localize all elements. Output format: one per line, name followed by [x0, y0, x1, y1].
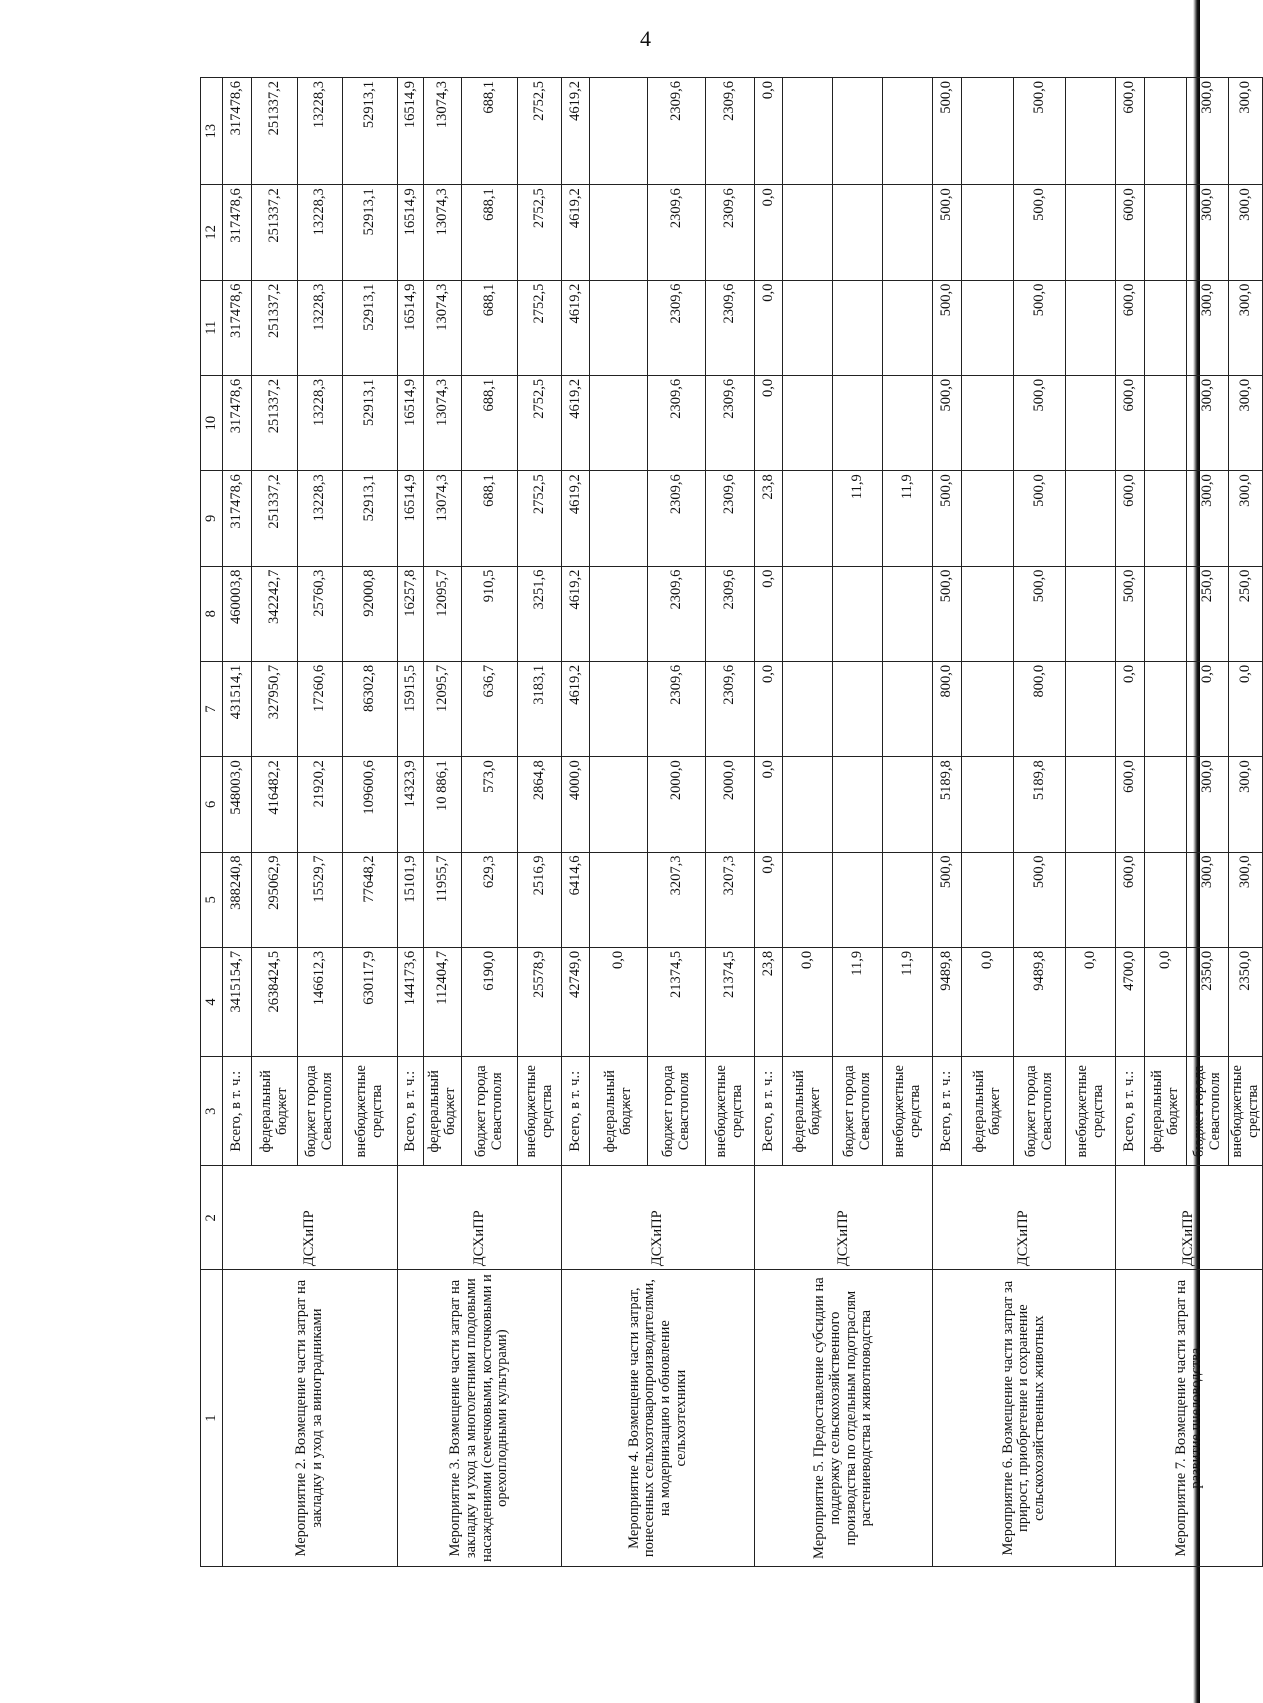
- value-cell: [590, 471, 648, 566]
- value-cell: 2000,0: [706, 757, 755, 852]
- value-cell: [783, 757, 833, 852]
- value-cell: [590, 566, 648, 661]
- value-cell: 4000,0: [562, 757, 590, 852]
- value-cell: 2309,6: [648, 661, 706, 756]
- value-cell: 4619,2: [562, 375, 590, 470]
- value-cell: 0,0: [755, 661, 783, 756]
- value-cell: 144173,6: [398, 947, 424, 1056]
- executor: ДСХиПР: [755, 1166, 933, 1270]
- value-cell: 317478,6: [223, 185, 252, 280]
- value-cell: [883, 566, 933, 661]
- value-cell: [783, 566, 833, 661]
- value-cell: [833, 757, 883, 852]
- value-cell: 2000,0: [648, 757, 706, 852]
- column-number: 9: [201, 471, 223, 566]
- value-cell: 9489,8: [933, 947, 962, 1056]
- value-cell: [1145, 280, 1187, 375]
- value-cell: 500,0: [933, 375, 962, 470]
- value-cell: [883, 852, 933, 947]
- value-cell: [1145, 471, 1187, 566]
- column-number: 10: [201, 375, 223, 470]
- header-row: [201, 78, 223, 1567]
- value-cell: 500,0: [1014, 78, 1066, 185]
- value-cell: 0,0: [1187, 661, 1229, 756]
- value-cell: 416482,2: [252, 757, 298, 852]
- value-cell: [1066, 566, 1116, 661]
- value-cell: 4619,2: [562, 280, 590, 375]
- value-cell: 251337,2: [252, 280, 298, 375]
- activity-name: Мероприятие 2. Возмещение части затрат на закладку и уход за виноградниками: [223, 1270, 398, 1567]
- funding-source: Всего, в т. ч.:: [562, 1057, 590, 1166]
- value-cell: [783, 852, 833, 947]
- value-cell: 500,0: [933, 185, 962, 280]
- value-cell: 300,0: [1187, 375, 1229, 470]
- column-number: 1: [201, 1270, 223, 1567]
- value-cell: 342242,7: [252, 566, 298, 661]
- value-cell: 15915,5: [398, 661, 424, 756]
- value-cell: 13074,3: [424, 471, 462, 566]
- value-cell: 112404,7: [424, 947, 462, 1056]
- value-cell: [962, 185, 1014, 280]
- value-cell: 600,0: [1116, 280, 1145, 375]
- value-cell: 548003,0: [223, 757, 252, 852]
- value-cell: [590, 78, 648, 185]
- value-cell: 0,0: [755, 566, 783, 661]
- funding-source: Всего, в т. ч.:: [933, 1057, 962, 1166]
- value-cell: [883, 661, 933, 756]
- value-cell: 688,1: [462, 78, 518, 185]
- value-cell: 21374,5: [648, 947, 706, 1056]
- value-cell: 431514,1: [223, 661, 252, 756]
- value-cell: 11,9: [833, 947, 883, 1056]
- value-cell: [590, 852, 648, 947]
- value-cell: 2752,5: [518, 185, 562, 280]
- value-cell: 800,0: [1014, 661, 1066, 756]
- value-cell: 300,0: [1187, 471, 1229, 566]
- value-cell: 573,0: [462, 757, 518, 852]
- value-cell: 16514,9: [398, 280, 424, 375]
- value-cell: 600,0: [1116, 471, 1145, 566]
- value-cell: 388240,8: [223, 852, 252, 947]
- value-cell: [962, 661, 1014, 756]
- activity-name: Мероприятие 3. Возмещение части затрат на закладку и уход за многолетними плодовыми насаждениями (семечковыми, косточковыми и орехоплодными культурами): [398, 1270, 562, 1567]
- value-cell: [833, 852, 883, 947]
- value-cell: 2309,6: [648, 280, 706, 375]
- value-cell: 0,0: [783, 947, 833, 1056]
- value-cell: 600,0: [1116, 852, 1145, 947]
- value-cell: [590, 661, 648, 756]
- value-cell: 500,0: [1014, 471, 1066, 566]
- value-cell: 327950,7: [252, 661, 298, 756]
- executor: ДСХиПР: [1116, 1166, 1263, 1270]
- value-cell: 86302,8: [343, 661, 398, 756]
- value-cell: 300,0: [1187, 757, 1229, 852]
- value-cell: 317478,6: [223, 280, 252, 375]
- column-number: 4: [201, 947, 223, 1056]
- table-row: [562, 78, 590, 1567]
- value-cell: 300,0: [1187, 78, 1229, 185]
- value-cell: [962, 566, 1014, 661]
- value-cell: 13228,3: [298, 78, 343, 185]
- value-cell: 2516,9: [518, 852, 562, 947]
- value-cell: 4619,2: [562, 185, 590, 280]
- value-cell: 13074,3: [424, 78, 462, 185]
- column-number: 6: [201, 757, 223, 852]
- value-cell: 500,0: [933, 78, 962, 185]
- funding-source: Всего, в т. ч.:: [1116, 1057, 1145, 1166]
- value-cell: 5189,8: [1014, 757, 1066, 852]
- value-cell: [783, 185, 833, 280]
- value-cell: [833, 661, 883, 756]
- value-cell: 52913,1: [343, 375, 398, 470]
- column-number: 13: [201, 78, 223, 185]
- value-cell: 0,0: [1229, 661, 1263, 756]
- value-cell: [962, 757, 1014, 852]
- funding-source: федеральный бюджет: [424, 1057, 462, 1166]
- value-cell: 0,0: [1116, 661, 1145, 756]
- column-number: 5: [201, 852, 223, 947]
- funding-source: бюджет города Севастополя: [833, 1057, 883, 1166]
- value-cell: 16257,8: [398, 566, 424, 661]
- value-cell: 500,0: [1014, 280, 1066, 375]
- value-cell: 295062,9: [252, 852, 298, 947]
- value-cell: 13228,3: [298, 280, 343, 375]
- column-number: 3: [201, 1057, 223, 1166]
- value-cell: [962, 375, 1014, 470]
- value-cell: 13074,3: [424, 185, 462, 280]
- value-cell: 0,0: [755, 280, 783, 375]
- value-cell: 13228,3: [298, 185, 343, 280]
- value-cell: 13228,3: [298, 471, 343, 566]
- value-cell: [883, 375, 933, 470]
- value-cell: [962, 280, 1014, 375]
- value-cell: 300,0: [1229, 757, 1263, 852]
- funding-source: внебюджетные средства: [883, 1057, 933, 1166]
- value-cell: 300,0: [1229, 280, 1263, 375]
- value-cell: [783, 471, 833, 566]
- value-cell: [833, 375, 883, 470]
- table-row: [755, 78, 783, 1567]
- column-number: 12: [201, 185, 223, 280]
- value-cell: 2309,6: [706, 375, 755, 470]
- value-cell: 251337,2: [252, 185, 298, 280]
- value-cell: 2309,6: [706, 566, 755, 661]
- funding-source: бюджет города Севастополя: [648, 1057, 706, 1166]
- value-cell: 910,5: [462, 566, 518, 661]
- funding-source: Всего, в т. ч.:: [398, 1057, 424, 1166]
- value-cell: 11,9: [883, 471, 933, 566]
- value-cell: 2752,5: [518, 375, 562, 470]
- value-cell: [1145, 566, 1187, 661]
- funding-source: федеральный бюджет: [783, 1057, 833, 1166]
- executor: ДСХиПР: [562, 1166, 755, 1270]
- value-cell: 16514,9: [398, 471, 424, 566]
- value-cell: [590, 280, 648, 375]
- value-cell: 52913,1: [343, 78, 398, 185]
- value-cell: 0,0: [755, 78, 783, 185]
- value-cell: [833, 280, 883, 375]
- value-cell: 52913,1: [343, 185, 398, 280]
- value-cell: 23,8: [755, 471, 783, 566]
- value-cell: [1066, 471, 1116, 566]
- value-cell: 2309,6: [706, 185, 755, 280]
- value-cell: 2864,8: [518, 757, 562, 852]
- value-cell: 688,1: [462, 185, 518, 280]
- value-cell: 800,0: [933, 661, 962, 756]
- funding-source: федеральный бюджет: [590, 1057, 648, 1166]
- value-cell: 2309,6: [648, 375, 706, 470]
- value-cell: 500,0: [1014, 185, 1066, 280]
- value-cell: 2309,6: [648, 566, 706, 661]
- table-row: [398, 78, 424, 1567]
- rotated-table-wrapper: [200, 77, 1261, 1567]
- value-cell: [590, 185, 648, 280]
- value-cell: 251337,2: [252, 375, 298, 470]
- value-cell: 13074,3: [424, 280, 462, 375]
- value-cell: 2309,6: [706, 78, 755, 185]
- funding-source: внебюджетные средства: [1066, 1057, 1116, 1166]
- value-cell: 317478,6: [223, 375, 252, 470]
- value-cell: 77648,2: [343, 852, 398, 947]
- value-cell: [1066, 661, 1116, 756]
- value-cell: 500,0: [933, 471, 962, 566]
- value-cell: 52913,1: [343, 471, 398, 566]
- value-cell: [1066, 757, 1116, 852]
- value-cell: [590, 375, 648, 470]
- table-row: [933, 78, 962, 1567]
- value-cell: 300,0: [1229, 185, 1263, 280]
- value-cell: [783, 375, 833, 470]
- value-cell: 11,9: [833, 471, 883, 566]
- value-cell: 0,0: [1145, 947, 1187, 1056]
- column-number: 11: [201, 280, 223, 375]
- value-cell: 688,1: [462, 471, 518, 566]
- value-cell: 146612,3: [298, 947, 343, 1056]
- value-cell: 4619,2: [562, 78, 590, 185]
- value-cell: [590, 757, 648, 852]
- funding-source: внебюджетные средства: [343, 1057, 398, 1166]
- value-cell: 500,0: [1014, 852, 1066, 947]
- value-cell: [962, 78, 1014, 185]
- value-cell: 460003,8: [223, 566, 252, 661]
- value-cell: 2752,5: [518, 280, 562, 375]
- value-cell: 600,0: [1116, 185, 1145, 280]
- value-cell: [783, 661, 833, 756]
- value-cell: 23,8: [755, 947, 783, 1056]
- value-cell: 13228,3: [298, 375, 343, 470]
- value-cell: 4700,0: [1116, 947, 1145, 1056]
- funding-source: бюджет города Севастополя: [298, 1057, 343, 1166]
- value-cell: 688,1: [462, 280, 518, 375]
- value-cell: 600,0: [1116, 78, 1145, 185]
- column-number: 2: [201, 1166, 223, 1270]
- value-cell: 0,0: [755, 185, 783, 280]
- value-cell: [1066, 852, 1116, 947]
- value-cell: 12095,7: [424, 566, 462, 661]
- value-cell: 300,0: [1229, 471, 1263, 566]
- value-cell: [833, 78, 883, 185]
- activity-name: Мероприятие 6. Возмещение части затрат за прирост, приобретение и сохранение сельскохозяйственных животных: [933, 1270, 1116, 1567]
- value-cell: 630117,9: [343, 947, 398, 1056]
- value-cell: 250,0: [1187, 566, 1229, 661]
- value-cell: [1066, 280, 1116, 375]
- value-cell: 250,0: [1229, 566, 1263, 661]
- value-cell: 2309,6: [706, 471, 755, 566]
- funding-source: Всего, в т. ч.:: [223, 1057, 252, 1166]
- value-cell: 629,3: [462, 852, 518, 947]
- funding-source: федеральный бюджет: [962, 1057, 1014, 1166]
- funding-source: внебюджетные средства: [1229, 1057, 1263, 1166]
- value-cell: 688,1: [462, 375, 518, 470]
- value-cell: [783, 280, 833, 375]
- value-cell: 600,0: [1116, 757, 1145, 852]
- value-cell: 52913,1: [343, 280, 398, 375]
- activity-name: Мероприятие 5. Предоставление субсидии на поддержку сельскохозяйственного производства по отдельным подотраслям растениеводства и животноводства: [755, 1270, 933, 1567]
- value-cell: [1145, 375, 1187, 470]
- value-cell: 2309,6: [706, 661, 755, 756]
- value-cell: 21920,2: [298, 757, 343, 852]
- value-cell: 251337,2: [252, 471, 298, 566]
- value-cell: 300,0: [1229, 852, 1263, 947]
- value-cell: 500,0: [1014, 566, 1066, 661]
- value-cell: 15529,7: [298, 852, 343, 947]
- value-cell: 500,0: [933, 566, 962, 661]
- column-number: 8: [201, 566, 223, 661]
- value-cell: [962, 471, 1014, 566]
- value-cell: [1066, 185, 1116, 280]
- value-cell: [783, 78, 833, 185]
- value-cell: 0,0: [590, 947, 648, 1056]
- value-cell: 2309,6: [648, 78, 706, 185]
- value-cell: 21374,5: [706, 947, 755, 1056]
- value-cell: 300,0: [1187, 185, 1229, 280]
- value-cell: 2309,6: [706, 280, 755, 375]
- value-cell: [833, 566, 883, 661]
- value-cell: 10 886,1: [424, 757, 462, 852]
- value-cell: 11,9: [883, 947, 933, 1056]
- value-cell: 15101,9: [398, 852, 424, 947]
- value-cell: [1145, 852, 1187, 947]
- value-cell: 92000,8: [343, 566, 398, 661]
- value-cell: 3207,3: [706, 852, 755, 947]
- value-cell: [1145, 757, 1187, 852]
- value-cell: 500,0: [933, 852, 962, 947]
- value-cell: 6190,0: [462, 947, 518, 1056]
- value-cell: 2309,6: [648, 185, 706, 280]
- activity-name: Мероприятие 4. Возмещение части затрат, понесенных сельхозтоваропроизводителями, на модернизацию и обновление сельхозтехники: [562, 1270, 755, 1567]
- value-cell: 300,0: [1187, 280, 1229, 375]
- value-cell: 11955,7: [424, 852, 462, 947]
- value-cell: 300,0: [1187, 852, 1229, 947]
- value-cell: [1145, 185, 1187, 280]
- value-cell: 2309,6: [648, 471, 706, 566]
- value-cell: 300,0: [1229, 375, 1263, 470]
- value-cell: 2752,5: [518, 78, 562, 185]
- executor: ДСХиПР: [933, 1166, 1116, 1270]
- value-cell: 13074,3: [424, 375, 462, 470]
- budget-table: [200, 77, 1263, 1567]
- value-cell: 0,0: [1066, 947, 1116, 1056]
- value-cell: 0,0: [755, 375, 783, 470]
- value-cell: 4619,2: [562, 566, 590, 661]
- value-cell: 500,0: [1014, 375, 1066, 470]
- value-cell: 25578,9: [518, 947, 562, 1056]
- value-cell: 16514,9: [398, 78, 424, 185]
- value-cell: 251337,2: [252, 78, 298, 185]
- table-row: [223, 78, 252, 1567]
- value-cell: 500,0: [1116, 566, 1145, 661]
- value-cell: 5189,8: [933, 757, 962, 852]
- value-cell: 6414,6: [562, 852, 590, 947]
- value-cell: 3207,3: [648, 852, 706, 947]
- activity-name: Мероприятие 7. Возмещение части затрат на развитие пчеловодства: [1116, 1270, 1263, 1567]
- value-cell: 2752,5: [518, 471, 562, 566]
- value-cell: 25760,3: [298, 566, 343, 661]
- value-cell: 16514,9: [398, 375, 424, 470]
- value-cell: 600,0: [1116, 375, 1145, 470]
- value-cell: [1145, 661, 1187, 756]
- value-cell: 3415154,7: [223, 947, 252, 1056]
- value-cell: [883, 185, 933, 280]
- executor: ДСХиПР: [398, 1166, 562, 1270]
- value-cell: 17260,6: [298, 661, 343, 756]
- value-cell: 12095,7: [424, 661, 462, 756]
- value-cell: 0,0: [755, 852, 783, 947]
- value-cell: 300,0: [1229, 78, 1263, 185]
- funding-source: бюджет города Севастополя: [1014, 1057, 1066, 1166]
- executor: ДСХиПР: [223, 1166, 398, 1270]
- funding-source: внебюджетные средства: [518, 1057, 562, 1166]
- value-cell: 0,0: [755, 757, 783, 852]
- page-number: 4: [640, 26, 651, 51]
- value-cell: 2350,0: [1229, 947, 1263, 1056]
- value-cell: 0,0: [962, 947, 1014, 1056]
- value-cell: 636,7: [462, 661, 518, 756]
- value-cell: [883, 757, 933, 852]
- value-cell: 14323,9: [398, 757, 424, 852]
- value-cell: [962, 852, 1014, 947]
- value-cell: 3251,6: [518, 566, 562, 661]
- value-cell: 109600,6: [343, 757, 398, 852]
- table-row: [1116, 78, 1145, 1567]
- value-cell: 2350,0: [1187, 947, 1229, 1056]
- column-number: 7: [201, 661, 223, 756]
- value-cell: 16514,9: [398, 185, 424, 280]
- value-cell: [1066, 375, 1116, 470]
- funding-source: Всего, в т. ч.:: [755, 1057, 783, 1166]
- value-cell: 42749,0: [562, 947, 590, 1056]
- value-cell: [1066, 78, 1116, 185]
- value-cell: 3183,1: [518, 661, 562, 756]
- funding-source: бюджет города Севастополя: [1187, 1057, 1229, 1166]
- value-cell: [1145, 78, 1187, 185]
- value-cell: 317478,6: [223, 78, 252, 185]
- funding-source: федеральный бюджет: [252, 1057, 298, 1166]
- value-cell: [883, 78, 933, 185]
- funding-source: федеральный бюджет: [1145, 1057, 1187, 1166]
- value-cell: 4619,2: [562, 661, 590, 756]
- value-cell: 500,0: [933, 280, 962, 375]
- value-cell: 9489,8: [1014, 947, 1066, 1056]
- value-cell: 317478,6: [223, 471, 252, 566]
- funding-source: внебюджетные средства: [706, 1057, 755, 1166]
- funding-source: бюджет города Севастополя: [462, 1057, 518, 1166]
- value-cell: 2638424,5: [252, 947, 298, 1056]
- value-cell: [883, 280, 933, 375]
- value-cell: 4619,2: [562, 471, 590, 566]
- value-cell: [833, 185, 883, 280]
